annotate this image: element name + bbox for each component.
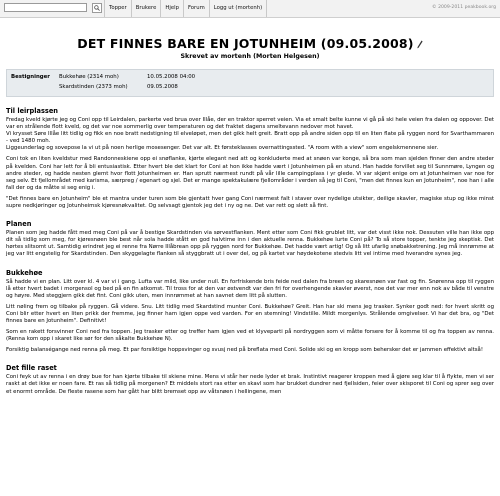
pencil-icon[interactable] — [417, 37, 423, 52]
paragraph: Så hadde vi en plan. Litt over kl. 4 var vi i gang. Lufta var mild, like under null. En forfriskende bris feide ned dalen fra breen og skaresnøen var fast og fin. Snørenna opp til ryggen lå etter hvert badet i morgensol og bed på en fin atkomst. Til tross for at den var østvendt var den fri for overhengende skavler øverst, noe det var mer enn nok av både til venstre og høyre. Med steggjern gikk det fint. Coni gikk uten, men innrømmet at han savnet dem litt på slutten. — [6, 278, 494, 299]
section-til-leirplassen — [6, 107, 494, 210]
paragraph: Liggeunderlag og soveposе la vi ut på noen herlige mosesenger. Det var alt. Et førsteklasses overnattingssted. "A room with a view" som engelskmennene sier. — [6, 145, 439, 152]
paragraph: Planen som jeg hadde fått med meg Coni på var å bestige Skardstinden via sørvestflanken. Ment etter som Coni fikk grublet litt, var det visst ikke nok. Dessuten ville han ikke opp dit så tidlig som meg, for kjøresnøen ble best når sola hadde stått en god halvtime inn i den aktuelle renna. Bukkehøe lurte Coni på? To så store topper, tenkte jeg skeptisk. Det hørtes slitsomt ut. Samtidig erindret jeg ei renne fra Nørre Illåbrean opp på ryggen nord for Bukkehøe. Det hadde vært artig! Og så litt ufarlig snøbakketrening. Jeg må innrømme at jeg var litt engstelig for Skardstinden. Den skyggelagte flanken så styggbratt ut i over del, og på kartet var høydekotene stedvis litt vel intime med hverandre synes jeg. — [6, 230, 494, 258]
section-heading: Planen — [6, 220, 32, 229]
author-line: Skrevet av mortenh (Morten Helgesen) — [180, 53, 320, 60]
main-nav — [104, 0, 267, 17]
ascent-row — [59, 84, 178, 90]
paragraph: Forsiktig balanségange ned renna på meg. Et par forsiktige hoppsvinger og svusj ned på breflata med Coni. Solide ski og en kropp som behersker det er jammen effektivt altså! — [6, 347, 483, 354]
nav-logout[interactable]: Logg ut (mortenh) — [209, 0, 267, 17]
section-heading: Til leirplassen — [6, 107, 59, 115]
ascent-row — [59, 74, 195, 80]
ascents-box — [6, 69, 494, 97]
section-planen — [6, 220, 494, 258]
section-det-fille-raset — [6, 364, 494, 395]
section-heading: Det fille raset — [6, 364, 57, 373]
top-toolbar — [0, 0, 500, 18]
ascent-date: 09.05.2008 — [147, 84, 178, 90]
copyright-text: © 2009-2011 peakbook.org — [432, 5, 496, 10]
ascents-label: Bestigninger — [11, 74, 50, 80]
main-content — [0, 36, 500, 396]
paragraph: "Det finnes bare en Jotunheim" ble et mantra under turen som ble gjentatt hver gang Coni nærmest falt i staver over nydelige utsikter, deilige skavler, magiske stup og ikke minst supre nedkjøringer og Jotunheimsk kjøresnøkvalitet. Og selvsagt gjentok jeg det i ny og ne. Det var rett og slett så fint. — [6, 195, 494, 210]
search-input[interactable] — [4, 3, 87, 12]
nav-forum[interactable]: Forum — [183, 0, 209, 17]
paragraph: Coni feyk ut av renna i en drøy bue for han kjørte tilbake til skiene mine. Mens vi står her nede lyder et brak. Instintivt reagerer kroppen med å gjøre seg klar til å flykte, men vi ser raskt at det ikke er noen fare. Et ras så tidlig på morgenen? Et middels stort ras etter en skavl som har brukket dundrer ned fjellsiden, feier over skisporet til Coni og sprer seg over et enormt område. De fleste rasene som har gått har blitt bremset opp av våtsnøen i hellingene, men — [6, 374, 494, 395]
section-heading: Bukkehøe — [6, 268, 43, 277]
paragraph: Fredag kveld kjørte jeg og Coni opp til Leirdalen, parkerte ved brua over Illåe, der en traktor sperret veien. Via et smalt belte kunne vi gå på ski hele veien fra dalen og oppover. Det var en strålende flott kveld, og det var noe sommerlig over temperaturen og det fraktet dagens smeltevann nedover mot havet. — [6, 117, 494, 131]
ascent-peak-link[interactable]: Bukkehøe (2314 moh) — [59, 74, 119, 80]
page-title-text: DET FINNES BARE EN JOTUNHEIM (09.05.2008) — [77, 36, 414, 51]
page-title — [6, 36, 494, 52]
nav-topper[interactable]: Topper — [104, 0, 131, 17]
paragraph: Vi krysset Søre Illåe litt tidlig og fikk en noe bratt nedstigning til elveløpet, men det gikk helt greit. Bratt opp på andre siden opp til en liten flate på ryggen nord for Svarthammaren - ved 1480 moh. — [6, 131, 494, 145]
paragraph: Coni tok en liten kveldstur med Randonneskiene opp ei snøflanke, kjørte elegant ned att og konkluderte med at snøen var konge, så bra som man sjelden finner den andre steder på kvelden. Coni har lett for å bli entusiastisk. Etter hvert ble det klart for Coni at hon ikke hadde vært i Jotunheimen på en stund. Han hadde forvillet seg til Sunnmøre, Lyngen og andre steder, og hadde nesten glemt hvor flott Jotunheimen er. Han sprutt nærmest rundt på vår lille campingplass i yr glede. Vi var skjønt enige om at Jotunheimen var noe for seg selv. Et fjellområdet med karisma, særpreg / egenart og sjel. Det er mange spektakulære fjellområder i verden så jeg til Coni, "men det finnes kun en Jotunheim", noe han i alle fall der og da måtte si seg enig i. — [6, 156, 494, 191]
ascent-date: 10.05.2008 04:00 — [147, 74, 196, 80]
ascent-peak-link[interactable]: Skardstinden (2373 moh) — [59, 84, 128, 90]
section-bukkehoe — [6, 269, 494, 355]
search-icon[interactable] — [92, 3, 102, 13]
nav-hjelp[interactable]: Hjelp — [160, 0, 183, 17]
paragraph: Som en rakett forsvinner Coni ned fra toppen. Jeg trasker etter og treffer ham igjen ved et klyveparti på nordryggen som vi måtte forsere for å komme til og fra toppen av renna. (Renna kom opp i skaret like sør for den såkalte Bukkehøe N). — [6, 329, 494, 343]
paragraph: Litt nøling frem og tilbake på ryggen. Gå videre. Snu. Litt tidlig med Skardstind munter Coni. Bukkehøe? Greit. Han har ski mens jeg trasker. Synker godt ned: for hvert skritt og Coni blir etter hvert en liten prikk der fremme, jeg finner ham igjen oppe ved varden. For en stemning! Vindstille. Mildt morgenlys. Strålende omgivelser. Vi har det bra, og "Det finnes bare en Jotunheim". Definitivt! — [6, 303, 494, 324]
nav-brukere[interactable]: Brukere — [131, 0, 161, 17]
